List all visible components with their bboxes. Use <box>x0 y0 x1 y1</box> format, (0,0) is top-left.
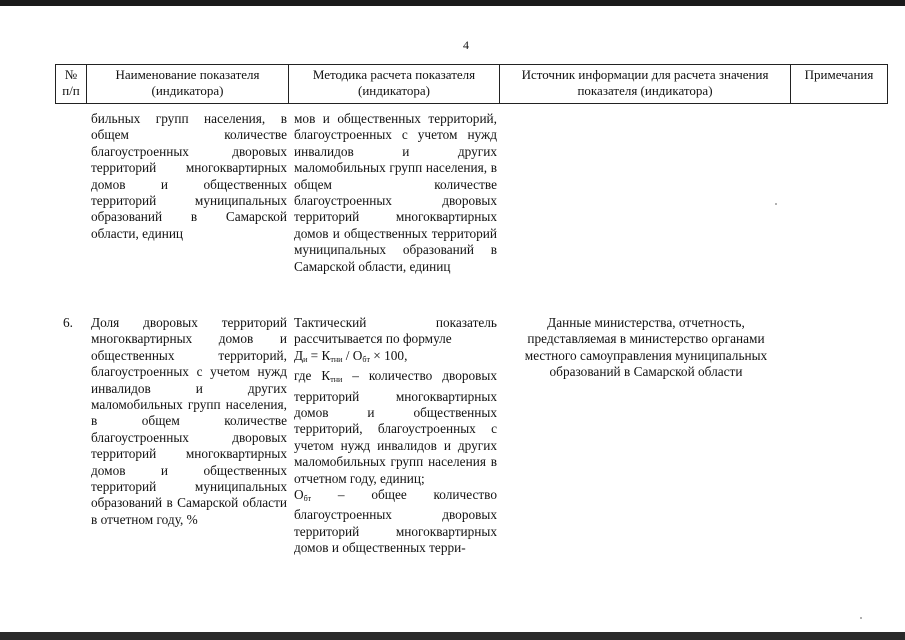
table-header <box>55 64 888 104</box>
scan-speck <box>775 203 777 205</box>
row6-source: Данные министерства, отчетность, представляемая в министерство органами местного самоуправления муниципальных образований в Самарской области <box>524 315 768 380</box>
top-scan-edge <box>0 0 905 6</box>
prev-row-method: мов и общественных территорий, благоустроенных с учетом нужд инвалидов и других маломобильных групп населения, в общем количестве благоустроенных дворовых территорий многоквартирных домов и общественных территорий муниципальных образований в Самарской области, единиц <box>294 111 497 274</box>
header-notes: Примечания <box>791 65 888 104</box>
row6-formula: $Д_и = К_{тни} / О_{бт} \times 100$, <box>294 347 408 364</box>
row6-name: Доля дворовых территорий многоквартирных домов и общественных территорий, благоустроенных с учетом нужд инвалидов и других маломобильных групп населения, в общем количестве благоустроенных дворовых территорий многоквартирных домов и общественных территорий муниципальных образований в Самарской области в отчетном году, % <box>91 315 287 527</box>
row6-o-definition: $О_{бт}$ – общее количество благоустроенных дворовых территорий многоквартирных домов и общественных терри- <box>294 487 497 556</box>
header-indicator-name: Наименование показателя (индикатора) <box>87 65 289 104</box>
row6-number: 6. <box>63 315 73 330</box>
prev-row-name-cell <box>91 111 287 242</box>
row6-k-definition: где $К_{тни}$ – количество дворовых территорий многоквартирных домов и общественных территорий, благоустроенных с учетом нужд инвалидов и других маломобильных групп населения в отчетном году, единиц; <box>294 368 498 486</box>
row6-source-cell <box>505 315 787 381</box>
scan-speck <box>860 617 862 619</box>
header-number: № п/п <box>56 65 87 104</box>
row6-method-intro: Тактический показатель рассчитывается по формуле <box>294 315 497 347</box>
header-source: Источник информации для расчета значения показателя (индикатора) <box>500 65 791 104</box>
prev-row-method-cell <box>294 111 497 275</box>
bottom-scan-edge <box>0 632 905 640</box>
page-number: 4 <box>463 38 469 52</box>
header-method: Методика расчета показателя (индикатора) <box>289 65 500 104</box>
row6-name-cell <box>91 315 287 528</box>
prev-row-name: бильных групп населения, в общем количестве благоустроенных дворовых территорий многоквартирных домов и общественных территорий муниципальных образований в Самарской области, единиц <box>91 111 287 241</box>
row6-method-cell <box>294 315 497 557</box>
